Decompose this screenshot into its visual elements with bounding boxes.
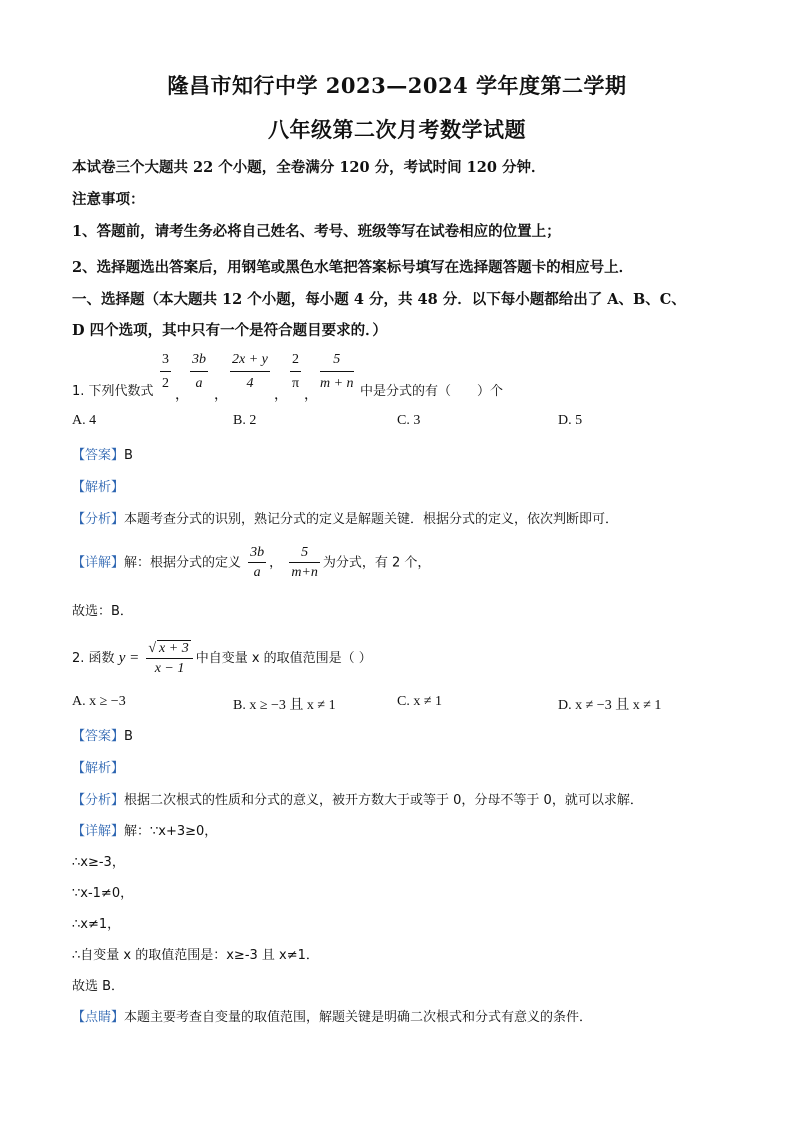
q2-option-c: C. x ≠ 1 <box>397 694 443 709</box>
q2-function-fraction: $\frac{√ x + 3}{x - 1}$ <box>146 640 192 677</box>
q1-option-d: D. 5 <box>558 413 583 428</box>
q1-fraction-4: $\frac{2}{\pi}$ <box>291 352 300 391</box>
q2-dianjing: 【点睛】本题主要考查自变量的取值范围，解题关键是明确二次根式和分式有意义的条件． <box>72 1010 593 1025</box>
notice-item-2: 2、选择题选出答案后，用钢笔或黑色水笔把答案标号填写在选择题答题卡的相应号上． <box>72 259 634 276</box>
question-2: 2. 函数 y = $\frac{√ x + 3}{x - 1}$ 中自变量 x 的取值范围是（ ） <box>72 641 372 677</box>
q1-fraction-3: $\frac{2x + y}{4}$ <box>232 352 268 391</box>
q1-option-b: B. 2 <box>233 413 257 428</box>
q2-detail-1: 【详解】解：∵x+3≥0， <box>72 824 218 839</box>
comma: ， <box>214 387 228 403</box>
q2-option-d: D. x ≠ −3 且 x ≠ 1 <box>558 698 662 713</box>
q2-analysis-tag: 【解析】 <box>72 761 125 776</box>
question-1-suffix: 中是分式的有（ ）个 <box>360 384 504 399</box>
q1-analysis-tag: 【解析】 <box>72 480 125 495</box>
q1-detail: 【详解】解：根据分式的定义 $\frac{3b}{a}$ ， $\frac{5}{m+n}$ 为分式，有 2 个， <box>72 545 431 581</box>
detail-fraction-2: $\frac{5}{m+n}$ <box>291 545 318 581</box>
q1-fraction-2: $\frac{3b}{a}$ <box>192 352 206 391</box>
q1-fraction-1: $\frac{3}{2}$ <box>162 352 169 391</box>
q1-option-a: A. 4 <box>72 413 97 428</box>
q1-option-c: C. 3 <box>397 413 421 428</box>
q2-detail-2: ∴x≥-3， <box>72 855 125 870</box>
exam-description: 本试卷三个大题共 22 个小题，全卷满分 120 分，考试时间 120 分钟． <box>72 159 546 176</box>
q2-detail-5: ∴自变量 x 的取值范围是：x≥-3 且 x≠1． <box>72 948 319 963</box>
detail-fraction-1: $\frac{3b}{a}$ <box>250 545 265 581</box>
q2-detail-3: ∵x-1≠0， <box>72 886 134 901</box>
q2-option-b: B. x ≥ −3 且 x ≠ 1 <box>233 698 336 713</box>
question-1-prefix: 1. 下列代数式 <box>72 384 154 399</box>
notice-title: 注意事项： <box>72 191 145 208</box>
q2-fenxi: 【分析】根据二次根式的性质和分式的意义，被开方数大于或等于 0，分母不等于 0，就可以求解． <box>72 793 643 808</box>
q1-fraction-5: $\frac{5}{m + n}$ <box>320 352 354 391</box>
q2-option-a: A. x ≥ −3 <box>72 694 126 709</box>
q2-detail-4: ∴x≠1， <box>72 917 121 932</box>
exam-title-line1: 隆昌市知行中学 2023—2024 学年度第二学期 <box>167 73 627 98</box>
comma: ， <box>175 387 189 403</box>
q2-conclusion: 故选 B． <box>72 979 125 994</box>
q1-answer <box>72 444 133 463</box>
comma: ， <box>274 387 288 403</box>
section-heading-line1: 一、选择题（本大题共 12 个小题，每小题 4 分，共 48 分．以下每小题都给出了 A、B、C、 <box>72 291 686 308</box>
q2-answer: 【答案】B <box>72 729 133 744</box>
answer-value: B <box>124 448 133 463</box>
q1-fenxi: 【分析】本题考查分式的识别，熟记分式的定义是解题关键．根据分式的定义，依次判断即可． <box>72 512 619 527</box>
exam-title-line2: 八年级第二次月考数学试题 <box>268 117 526 142</box>
q1-conclusion: 故选：B． <box>72 604 133 619</box>
comma: ， <box>304 387 318 403</box>
notice-item-1: 1、答题前，请考生务必将自己姓名、考号、班级等写在试卷相应的位置上； <box>72 223 561 240</box>
section-heading-line2: D 四个选项，其中只有一个是符合题目要求的．） <box>72 322 387 339</box>
answer-tag: 【答案】 <box>72 448 125 463</box>
